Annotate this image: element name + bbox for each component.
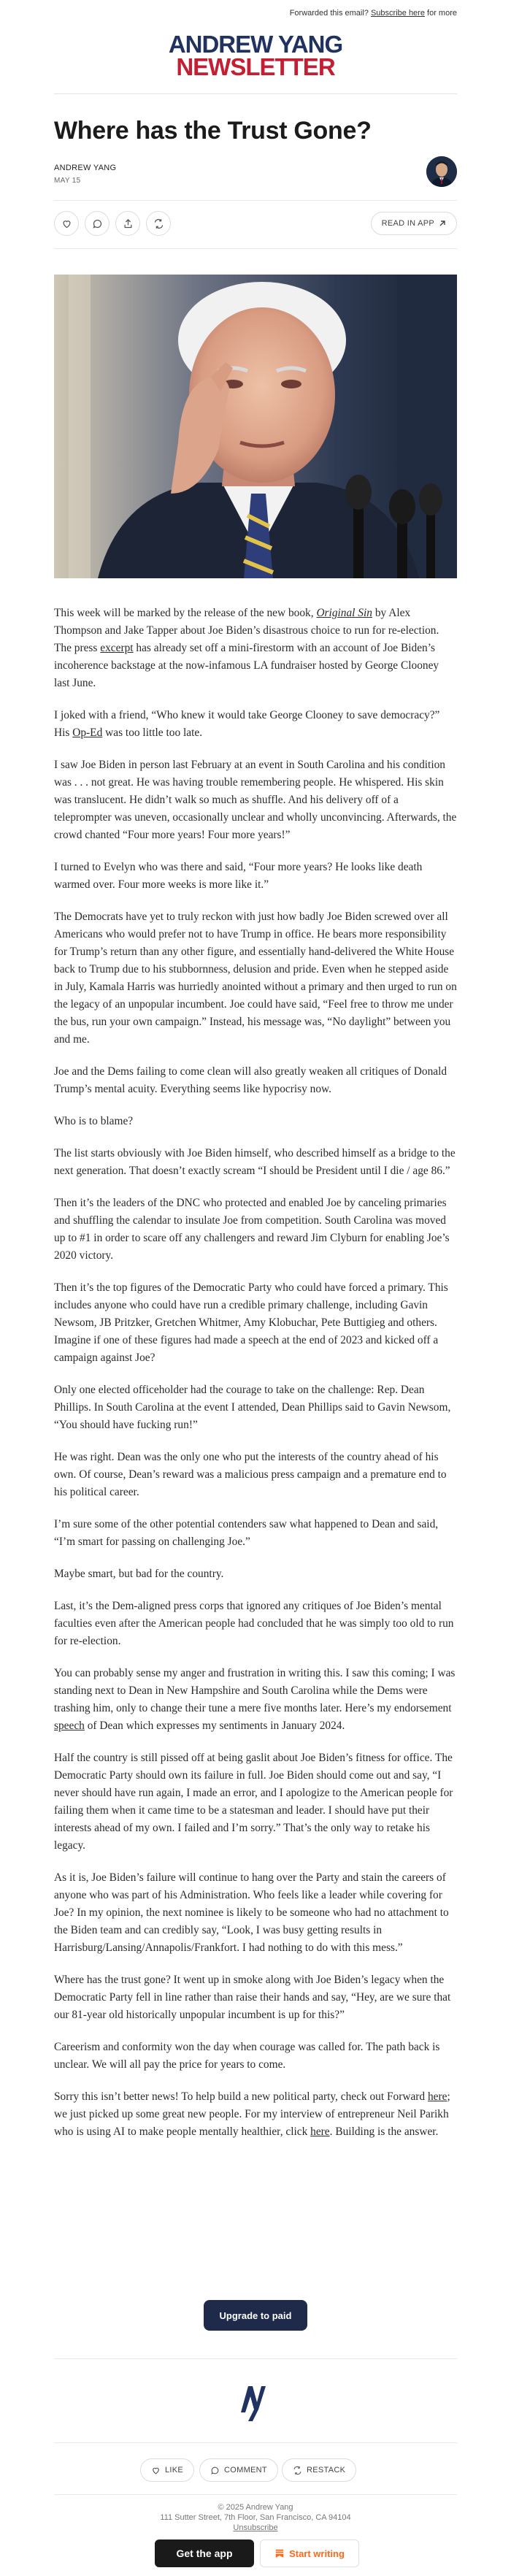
newsletter-mark-logo[interactable] — [237, 2380, 274, 2427]
article-paragraph: This week will be marked by the release of the new book, Original Sin by Alex Thompson and Jake Tapper about Joe Biden’s disastrous choice to run for re-election. The press excerpt has already set off a mini-firestorm with an account of Joe Biden’s incoherence backstage at the now-infamous LA fundraiser hosted by George Clooney last June. — [54, 607, 439, 689]
ny-monogram-icon — [237, 2380, 274, 2427]
arrow-up-right-icon — [439, 220, 446, 227]
forwarded-notice — [290, 9, 457, 18]
get-the-app-button[interactable]: Get the app — [155, 2539, 254, 2567]
divider — [54, 93, 457, 94]
author-avatar[interactable] — [426, 156, 457, 187]
start-writing-button[interactable] — [260, 2539, 359, 2567]
post-date: MAY 15 — [54, 177, 81, 185]
post-title[interactable]: Where has the Trust Gone? — [54, 117, 372, 145]
footer-unsubscribe-row — [0, 2523, 511, 2532]
divider — [54, 248, 457, 249]
article-paragraph: He was right. Dean was the only one who put the interests of the country ahead of his own. Of course, Dean’s reward was a malicious press campaign and a premature end to his political career. — [54, 1451, 447, 1498]
unsubscribe-link[interactable]: Unsubscribe — [233, 2523, 278, 2532]
footer-copyright: © 2025 Andrew Yang — [218, 2503, 293, 2512]
hero-image[interactable] — [54, 275, 457, 578]
speech-link[interactable]: speech — [54, 1720, 85, 1732]
forwarded-suffix: for more — [427, 9, 457, 18]
footer-comment-button[interactable] — [199, 2458, 278, 2482]
article-paragraph: You can probably sense my anger and frustration in writing this. I saw this coming; I was standing next to Dean in New Hampshire and South Carolina while the Dems were trashing him, only to change their tune a mere five months later. Here’s my endorsement speech of Dean which expresses my sentiments in January 2024. — [54, 1667, 456, 1732]
divider — [54, 2442, 457, 2443]
article-paragraph: Maybe smart, but bad for the country. — [54, 1568, 224, 1580]
forwarded-prefix: Forwarded this email? — [289, 9, 369, 18]
divider — [54, 2358, 457, 2359]
logo-line-2: NEWSLETTER — [176, 53, 335, 80]
article-paragraph: Last, it’s the Dem-aligned press corps that ignored any critiques of Joe Biden’s mental faculties even after the American people had concluded that he was simply too old to run for re-election. — [54, 1600, 454, 1647]
restack-button[interactable] — [146, 211, 171, 236]
comment-icon — [210, 2466, 220, 2475]
heart-icon — [61, 218, 72, 229]
subscribe-link[interactable]: Subscribe here — [370, 9, 425, 18]
article-paragraph: I saw Joe Biden in person last February at an event in South Carolina and his condition was . . . not great. He was having trouble remembering people. He whispered. His skin was translucent. He didn’t walk so much as shuffle. And his delivery off of a teleprompter was uneven, occasionally unclear and wholly unconvincing. Afterwards, the crowd chanted “Four more years! Four more years!” — [54, 759, 457, 841]
read-in-app-label: READ IN APP — [381, 219, 434, 228]
article-paragraph: Sorry this isn’t better news! To help build a new political party, check out Forward here; we just picked up some great new people. For my interview of entrepreneur Neil Parikh who is using AI to make people mentally healthier, click here. Building is the answer. — [54, 2090, 450, 2138]
read-in-app-button[interactable] — [371, 212, 457, 235]
divider — [54, 200, 457, 201]
share-icon — [123, 218, 134, 229]
article-paragraph: Who is to blame? — [54, 1115, 134, 1127]
restack-icon — [153, 218, 164, 229]
share-button[interactable] — [115, 211, 140, 236]
article-paragraph: As it is, Joe Biden’s failure will continue to hang over the Party and stain the careers of anyone who was part of his Administration. Who feels like a leader while covering for Joe? In my opinion, the next nominee is likely to be someone who had no attachment to the Biden team and can credibly say, “Look, I was busy getting results in Harrisburg/Lansing/Annapolis/Frankfort. I had nothing to do with this mess.” — [54, 1871, 449, 1954]
article-paragraph: Half the country is still pissed off at being gaslit about Joe Biden’s fitness for office. The Democratic Party should own its failure in full. Joe Biden should come out and say, “I never should have run again, I made an error, and I apologize to the American people for failing them when it came time to be a statesman and leader. I should have put their interests ahead of my own. I failed and I’m sorry.” That’s the only way to retake his legacy. — [54, 1752, 453, 1852]
upgrade-to-paid-button[interactable]: Upgrade to paid — [204, 2300, 307, 2331]
interview-link[interactable]: here — [310, 2125, 330, 2138]
comment-button[interactable] — [85, 211, 110, 236]
heart-icon — [151, 2466, 161, 2475]
restack-label: RESTACK — [307, 2466, 346, 2475]
excerpt-link[interactable]: excerpt — [100, 642, 134, 654]
restack-icon — [293, 2466, 302, 2475]
start-writing-label: Start writing — [289, 2548, 345, 2559]
like-button[interactable] — [54, 211, 79, 236]
article-paragraph: I turned to Evelyn who was there and said, “Four more years? He looks like death warmed over. Four more weeks is more like it.” — [54, 861, 423, 891]
footer-restack-button[interactable] — [282, 2458, 356, 2482]
article-paragraph: Only one elected officeholder had the courage to take on the challenge: Rep. Dean Phillips. In South Carolina at the event I attended, Dean Phillips said to Gavin Newsom, “You should have fucking run!” — [54, 1384, 451, 1431]
like-label: LIKE — [165, 2466, 184, 2475]
divider — [54, 2494, 457, 2495]
article-body — [54, 605, 457, 2155]
comment-label: COMMENT — [224, 2466, 267, 2475]
avatar-image — [426, 156, 457, 187]
article-paragraph: The Democrats have yet to truly reckon with just how badly Joe Biden screwed over all Americans who would prefer not to have Trump in office. He bears more responsibility for Trump’s return than any other figure, and essentially hand-delivered the White House back to Trump due to his stubbornness, delusion and pride. Even when he stepped aside in July, Kamala Harris was hurriedly anointed without a primary and then urged to run on the legacy of an unpopular incumbent. Joe could have said, “Feel free to throw me under the bus, run your own campaign.” Instead, his message was, “No daylight” between you and me. — [54, 911, 457, 1046]
article-paragraph: Then it’s the top figures of the Democratic Party who could have forced a primary. This includes anyone who could have run a credible primary challenge, including Gavin Newsom, JB Pritzker, Gretchen Whitmer, Amy Klobuchar, Pete Buttigieg and others. Imagine if one of these figures had made a speech at the end of 2023 and kicked off a campaign against Joe? — [54, 1281, 448, 1364]
article-paragraph: Then it’s the leaders of the DNC who protected and enabled Joe by canceling primaries and shuffling the calendar to insulate Joe from competition. South Carolina was moved up to #1 in order to scare off any challengers and reward Jim Clyburn for enabling Joe’s 2020 victory. — [54, 1197, 450, 1262]
newsletter-logo[interactable] — [0, 32, 511, 79]
hero-photo — [54, 275, 457, 578]
logo-line-1: ANDREW YANG — [168, 31, 343, 58]
substack-logo-icon — [274, 2548, 285, 2558]
post-author[interactable]: ANDREW YANG — [54, 164, 117, 172]
forward-link[interactable]: here — [427, 2090, 447, 2103]
book-link[interactable]: Original Sin — [316, 607, 372, 619]
article-paragraph: I joked with a friend, “Who knew it would take George Clooney to save democracy?” His Op-Ed was too little too late. — [54, 709, 440, 739]
article-paragraph: Careerism and conformity won the day when courage was called for. The path back is unclear. We will all pay the price for years to come. — [54, 2041, 440, 2071]
article-paragraph: Where has the trust gone? It went up in smoke along with Joe Biden’s legacy when the Democratic Party fell in line rather than raise their hands and say, “Hey, are we sure that our 81-year old historically unpopular incumbent is up for this?” — [54, 1974, 451, 2021]
article-paragraph: Joe and the Dems failing to come clean will also greatly weaken all critiques of Donald Trump’s mental acuity. Everything seems like hypocrisy now. — [54, 1065, 447, 1095]
comment-icon — [92, 218, 103, 229]
footer-address: 111 Sutter Street, 7th Floor, San Francisco, CA 94104 — [160, 2513, 351, 2522]
article-paragraph: I’m sure some of the other potential contenders saw what happened to Dean and said, “I’m smart for passing on challenging Joe.” — [54, 1518, 439, 1548]
op-ed-link[interactable]: Op-Ed — [72, 727, 103, 739]
footer-like-button[interactable] — [140, 2458, 194, 2482]
article-paragraph: The list starts obviously with Joe Biden himself, who described himself as a bridge to the next generation. That doesn’t exactly scream “I should be President until I die / age 86.” — [54, 1147, 456, 1177]
